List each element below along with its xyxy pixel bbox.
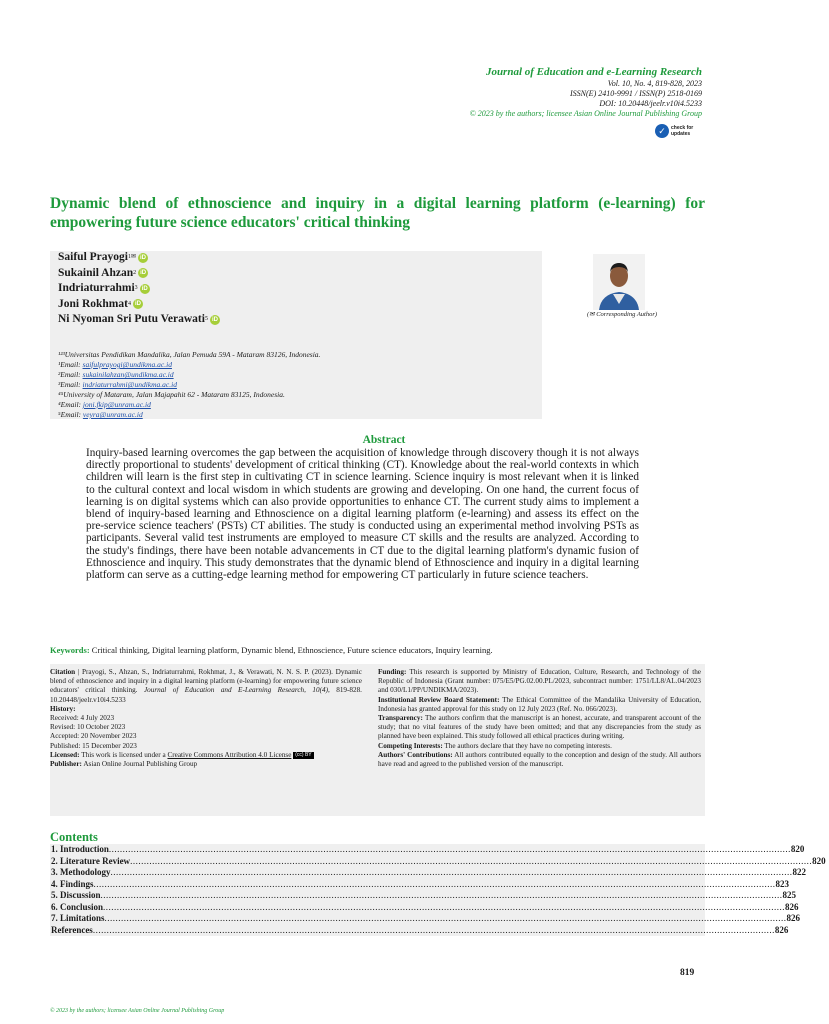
contents-heading: Contents: [50, 830, 98, 844]
article-title: Dynamic blend of ethnoscience and inquiry in a digital learning platform (e-learning) for empowering future science educators' critical thinking: [50, 195, 705, 231]
published-date: Published: 15 December 2023: [50, 741, 137, 750]
email-line: ⁵Email: veyra@unram.ac.id: [58, 410, 143, 419]
toc-item[interactable]: 6. Conclusion ........................................................................................................................................................................................................................................................ 826: [51, 901, 799, 912]
author-row: [58, 297, 220, 313]
citation-block: Citation | Prayogi, S., Ahzan, S., Indriaturrahmi, Rokhmat, J., & Verawati, N. N. S. P. (2023). Dynamic blend of ethnoscience and inquiry in a digital learning platform (e-learning) for empowering future science educators' critical thinking. Journal of Education and E-Learning Research, 10(4), 819-828. 10.20448/jeelr.v10i4.5233 History: Received: 4 July 2023 Revised: 10 October 2023 Accepted: 20 November 2023 Published: 15 December 2023 Licensed: This work is licensed under a Creative Commons Attribution 4.0 License (cc) BY Publisher: Asian Online Journal Publishing Group: [50, 668, 362, 769]
orcid-icon[interactable]: iD: [141, 285, 148, 292]
license-link[interactable]: Creative Commons Attribution 4.0 License: [167, 750, 292, 759]
table-of-contents: [50, 844, 826, 936]
accepted-date: Accepted: 20 November 2023: [50, 732, 137, 741]
email-line: ⁴Email: joni.fkip@unram.ac.id: [58, 400, 151, 409]
received-date: Received: 4 July 2023: [50, 714, 115, 723]
affiliation-line: ¹²³Universitas Pendidikan Mandalika, Jalan Pemuda 59A - Mataram 83126, Indonesia.: [58, 350, 321, 359]
orcid-icon[interactable]: iD: [140, 254, 146, 261]
toc-item[interactable]: References ........................................................................................................................................................................................................................................................ 826: [51, 924, 789, 935]
toc-item[interactable]: 5. Discussion ........................................................................................................................................................................................................................................................ 825: [51, 890, 797, 900]
email-link[interactable]: veyra@unram.ac.id: [82, 410, 143, 419]
author-name: Sukainil Ahzan: [58, 266, 134, 279]
toc-item[interactable]: 4. Findings ........................................................................................................................................................................................................................................................ 823: [51, 878, 790, 889]
email-link[interactable]: sukainilahzan@undikma.ac.id: [82, 370, 174, 379]
journal-name: Journal of Education and e-Learning Research: [485, 66, 702, 78]
author-sup: 2: [133, 269, 137, 276]
author-row: [58, 281, 220, 297]
toc-item[interactable]: 3. Methodology ........................................................................................................................................................................................................................................................ 822: [51, 867, 806, 877]
author-sup: 3: [134, 285, 138, 291]
cc-by-badge[interactable]: (cc) BY: [295, 751, 312, 758]
author-row: [58, 266, 220, 282]
irb-label: Institutional Review Board Statement:: [378, 695, 500, 704]
history-label: History:: [50, 704, 76, 713]
corresponding-author-label: (✉ Corresponding Author): [586, 311, 658, 318]
email-line: ³Email: indriaturrahmi@undikma.ac.id: [58, 380, 177, 389]
keywords: [50, 645, 710, 655]
email-line: ¹Email: saifulprayogi@undikma.ac.id: [58, 360, 172, 369]
email-link[interactable]: saifulprayogi@undikma.ac.id: [82, 360, 172, 369]
journal-header: [282, 66, 702, 119]
toc-item[interactable]: 2. Literature Review ........................................................................................................................................................................................................................................................ 820: [51, 855, 826, 866]
author-photo: [593, 254, 645, 310]
author-row: Saiful Prayogi 1 ✉ iD: [58, 250, 220, 266]
email-line: ²Email: sukainilahzan@undikma.ac.id: [58, 370, 174, 379]
author-name: Joni Rokhmat: [58, 297, 128, 310]
orcid-icon[interactable]: iD: [140, 270, 147, 277]
abstract-text: Inquiry-based learning overcomes the gap between the acquisition of knowledge through discovery though it is not always directly proportional to students' development of critical thinking (CT). Knowledge about the real-world contexts in which children will learn is the first step in cultivating CT in science learning. Science inquiry is most relevant when it is linked to the cultural context and local wisdom in which students are growing and developing. On one hand, the current focus of learning is on digital systems which can also provide opportunities to enhance CT. The current study aims to implement a blend of inquiry-based learning and Ethnoscience on a digital learning platform (e-learning) and assess its effect on the pre-service science teachers' (PSTs) CT abilities. The study is conducted using an experimental method involving PSTs as participants. Several valid test instruments are employed to measure CT skills and the results are analyzed. According to the study's findings, there have been notable advancements in CT due to the digital learning platform's dynamic fusion of Ethnoscience and inquiry. This study demonstrates that the dynamic blend of Ethnoscience and inquiry in a digital learning platform can serve as a cutting-edge learning method for empowering CT particularly in future science teachers.: [86, 447, 639, 582]
toc-item[interactable]: 1. Introduction ........................................................................................................................................................................................................................................................ 820: [51, 844, 805, 854]
affiliations: [58, 350, 320, 420]
abstract-heading: Abstract: [362, 434, 406, 446]
volume-line: Vol. 10, No. 4, 819-828, 2023: [607, 79, 702, 88]
doi-line: DOI: 10.20448/jeelr.v10i4.5233: [599, 99, 702, 108]
affiliation-line: ⁴⁵University of Mataram, Jalan Majapahit 62 - Mataram 83125, Indonesia.: [58, 390, 285, 399]
check-icon: ✓: [655, 124, 669, 138]
transparency-label: Transparency:: [378, 714, 423, 723]
email-link[interactable]: indriaturrahmi@undikma.ac.id: [82, 380, 177, 389]
author-row: [58, 312, 220, 328]
author-name: Ni Nyoman Sri Putu Verawati: [58, 313, 205, 325]
updates-text: updates: [671, 131, 691, 137]
author-name: Indriaturrahmi: [58, 282, 135, 294]
author-name: Saiful Prayogi: [58, 251, 128, 263]
revised-date: Revised: 10 October 2023: [50, 723, 126, 732]
issn-line: ISSN(E) 2410-9991 / ISSN(P) 2518-0169: [570, 89, 702, 98]
funding-label: Funding:: [378, 668, 407, 676]
author-sup: 5: [204, 316, 208, 322]
contributions-label: Authors' Contributions:: [378, 750, 453, 759]
competing-label: Competing Interests:: [378, 741, 443, 750]
page-number: 819: [680, 968, 695, 978]
author-sup: 4: [127, 300, 131, 307]
footer-copyright: © 2023 by the authors; licensee Asian Online Journal Publishing Group: [50, 1008, 225, 1014]
keywords-text: Critical thinking, Digital learning platform, Dynamic blend, Ethnoscience, Future science educators, Inquiry learning.: [91, 645, 493, 655]
toc-item[interactable]: 7. Limitations ........................................................................................................................................................................................................................................................ 826: [51, 913, 801, 923]
author-list: [58, 250, 220, 328]
citation-label: Citation: [50, 668, 76, 676]
author-sup: 1: [127, 254, 131, 260]
funding-block: Funding: This research is supported by Ministry of Education, Culture, Research, and Technology of the Republic of Indonesia (Grant number: 075/E5/PG.02.00.PL/2023, subcontract number: 1751/LL8/AL.04/2023 and 030/L1/PP/UNDIKMA/2023). Institutional Review Board Statement: The Ethical Committee of the Mandalika University of Education, Indonesia has granted approval for this study on 12 July 2023 (Ref. No. 066/2023). Transparency: The authors confirm that the manuscript is an honest, accurate, and transparent account of the study; that no vital features of the study have been omitted; and that any discrepancies from the study as planned have been explained. This study followed all ethical practices during writing. Competing Interests: The authors declare that they have no competing interests. Authors' Contributions: All authors contributed equally to the conception and design of the study. All authors have read and agreed to the published version of the manuscript.: [378, 668, 701, 769]
licensed-label: Licensed:: [50, 750, 80, 759]
email-link[interactable]: joni.fkip@unram.ac.id: [82, 400, 151, 409]
orcid-icon[interactable]: iD: [211, 316, 218, 323]
orcid-icon[interactable]: iD: [134, 301, 141, 308]
journal-copyright: © 2023 by the authors; licensee Asian Online Journal Publishing Group: [469, 109, 702, 118]
keywords-label: Keywords:: [50, 645, 90, 655]
publisher-label: Publisher:: [50, 760, 82, 769]
check-for-text: check for: [671, 125, 694, 131]
check-for-updates-badge[interactable]: [655, 124, 715, 138]
